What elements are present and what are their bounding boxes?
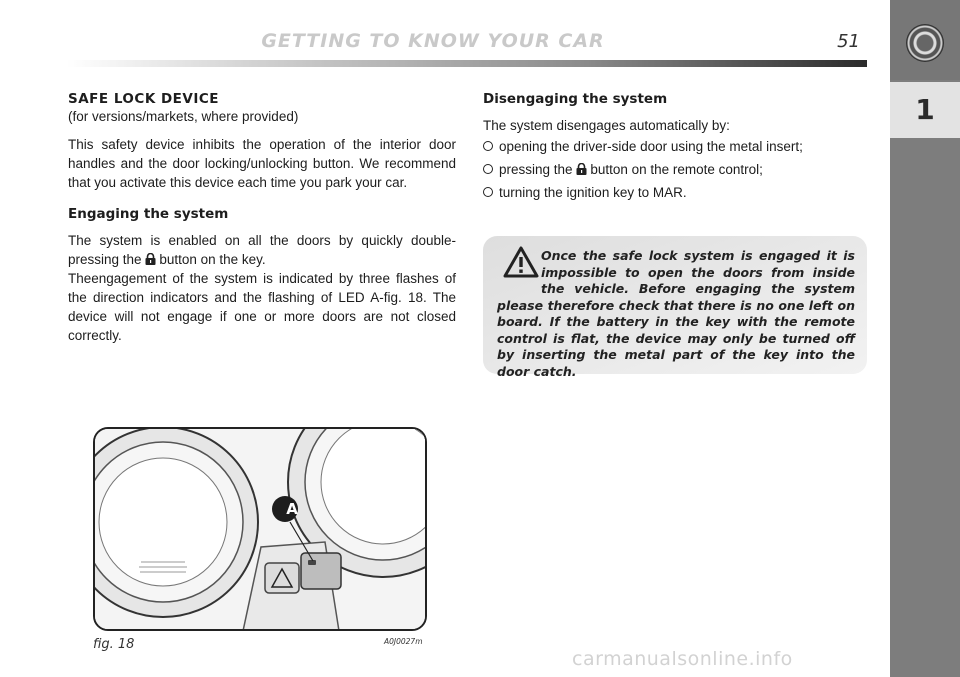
intro-paragraph: This safety device inhibits the operation of the interior door handles and the door locking/unlocking button. We recommend that you activate this device each time you park your car. [68,137,456,190]
list-item-text-after: button on the remote control; [590,162,763,177]
section-title: SAFE LOCK DEVICE [68,91,220,107]
engaging-text-after: button on the key. [159,252,266,267]
list-item [483,135,867,158]
chapter-side-tab [890,0,960,677]
page-header-title: GETTING TO KNOW YOUR CAR [261,30,605,52]
engaging-paragraph-1 [68,231,456,269]
figure-code: A0J0027m [384,637,423,646]
page-number: 51 [837,31,860,52]
bullet-circle-icon [483,164,493,174]
right-column [483,91,867,204]
list-item [483,181,867,204]
lock-icon [576,162,590,177]
figure-caption: fig. 18 [93,637,135,652]
list-item [483,158,867,181]
brand-logo-area [890,0,960,80]
disengaging-title: Disengaging the system [483,91,668,107]
list-item-text: turning the ignition key to MAR. [499,185,687,200]
figure-callout-label: A [286,500,298,518]
engaging-paragraph-2: Theengagement of the system is indicated by three flashes of the direction indicators and the flashing of LED A-fig. 18. The device will not engage if one or more doors are not closed correctly. [68,271,456,343]
bullet-circle-icon [483,187,493,197]
disengaging-intro: The system disengages automatically by: [483,118,730,133]
section-note: (for versions/markets, where provided) [68,109,299,124]
warning-text-block [497,248,855,380]
warning-box [483,236,867,379]
warning-text: Once the safe lock system is engaged it is impossible to open the doors from inside the vehicle. Before engaging the system please therefore check that there is no one left on board. If the battery in the key with the remote control is flat, the device may only be turned off by inserting the metal part of the key into the door catch. [497,248,855,379]
brand-logo-icon [906,24,944,62]
dashboard-figure [93,427,427,631]
list-item-text: opening the driver-side door using the metal insert; [499,139,803,154]
disengaging-list [483,135,867,204]
chapter-number: 1 [890,82,960,138]
engaging-text-before: The system is enabled on all the doors by quickly double-pressing the [68,233,456,267]
left-column [68,91,456,345]
bullet-circle-icon [483,141,493,151]
lock-icon [145,252,159,267]
watermark-text: carmanualsonline.info [572,648,793,670]
header-rule [67,60,867,67]
list-item-text-before: pressing the [499,162,573,177]
engaging-title: Engaging the system [68,206,229,222]
